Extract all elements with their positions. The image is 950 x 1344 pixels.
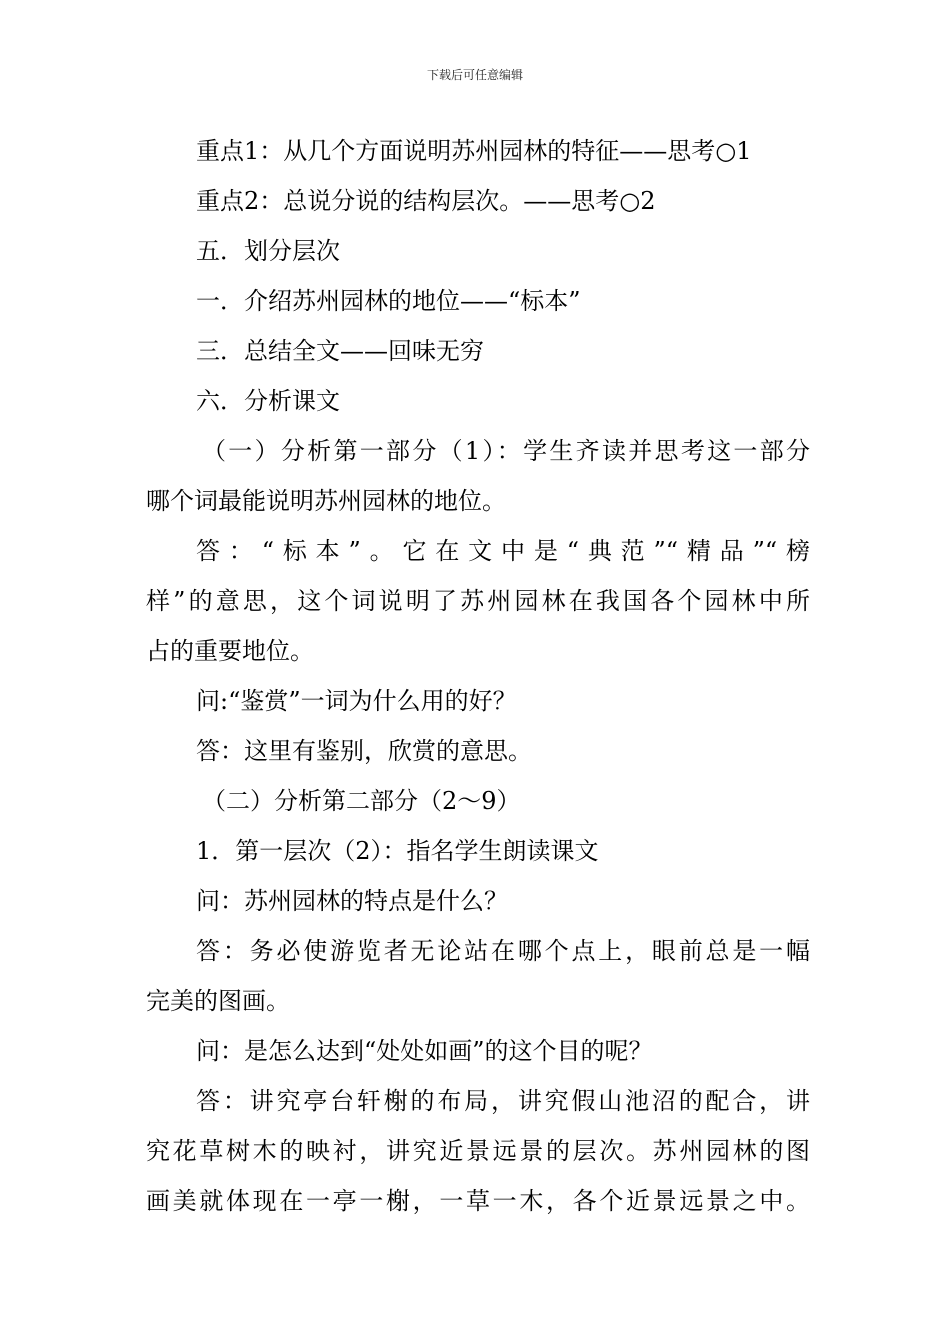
question-jianshang: 问:“鉴赏”一词为什么用的好？: [196, 687, 517, 715]
part-two-heading: （二）分析第二部分（2～9）: [202, 787, 521, 815]
level-one-item: 一．介绍苏州园林的地位——“标本”: [196, 287, 581, 315]
section-heading-divide-levels: 五．划分层次: [196, 237, 340, 265]
answer-biaoben-line-3: 占的重要地位。: [146, 637, 314, 665]
section-heading-analyze-text: 六．分析课文: [196, 387, 340, 415]
answer-features-line-2: 完美的图画。: [146, 987, 290, 1015]
answer-biaoben-line-1: 答：“标本”。它在文中是“典范”“精品”“榜: [196, 537, 810, 565]
level-three-item: 三．总结全文——回味无穷: [196, 337, 484, 365]
answer-how-line-1: 答：讲究亭台轩榭的布局，讲究假山池沼的配合，讲: [196, 1087, 810, 1115]
answer-jianshang: 答：这里有鉴别，欣赏的意思。: [196, 737, 532, 765]
page-header-note: 下载后可任意编辑: [426, 68, 523, 82]
answer-how-line-2: 究花草树木的映衬，讲究近景远景的层次。苏州园林的图: [146, 1137, 810, 1165]
part-one-question-line-2: 哪个词最能说明苏州园林的地位。: [146, 487, 506, 515]
question-how-achieve: 问：是怎么达到“处处如画”的这个目的呢？: [196, 1037, 653, 1065]
part-one-question-line-1: （一）分析第一部分（1）：学生齐读并思考这一部分: [202, 437, 810, 465]
question-features: 问：苏州园林的特点是什么？: [196, 887, 508, 915]
document-body: [146, 126, 810, 1226]
answer-features-line-1: 答：务必使游览者无论站在哪个点上，眼前总是一幅: [196, 937, 810, 965]
first-level-heading: 1．第一层次（2）：指名学生朗读课文: [196, 837, 599, 865]
key-point-2: 重点2：总说分说的结构层次。——思考○2: [196, 187, 656, 215]
key-point-1: 重点1：从几个方面说明苏州园林的特征——思考○1: [196, 137, 752, 165]
answer-how-line-3: 画美就体现在一亭一榭，一草一木，各个近景远景之中。: [146, 1187, 810, 1215]
answer-biaoben-line-2: 样”的意思，这个词说明了苏州园林在我国各个园林中所: [146, 587, 810, 615]
